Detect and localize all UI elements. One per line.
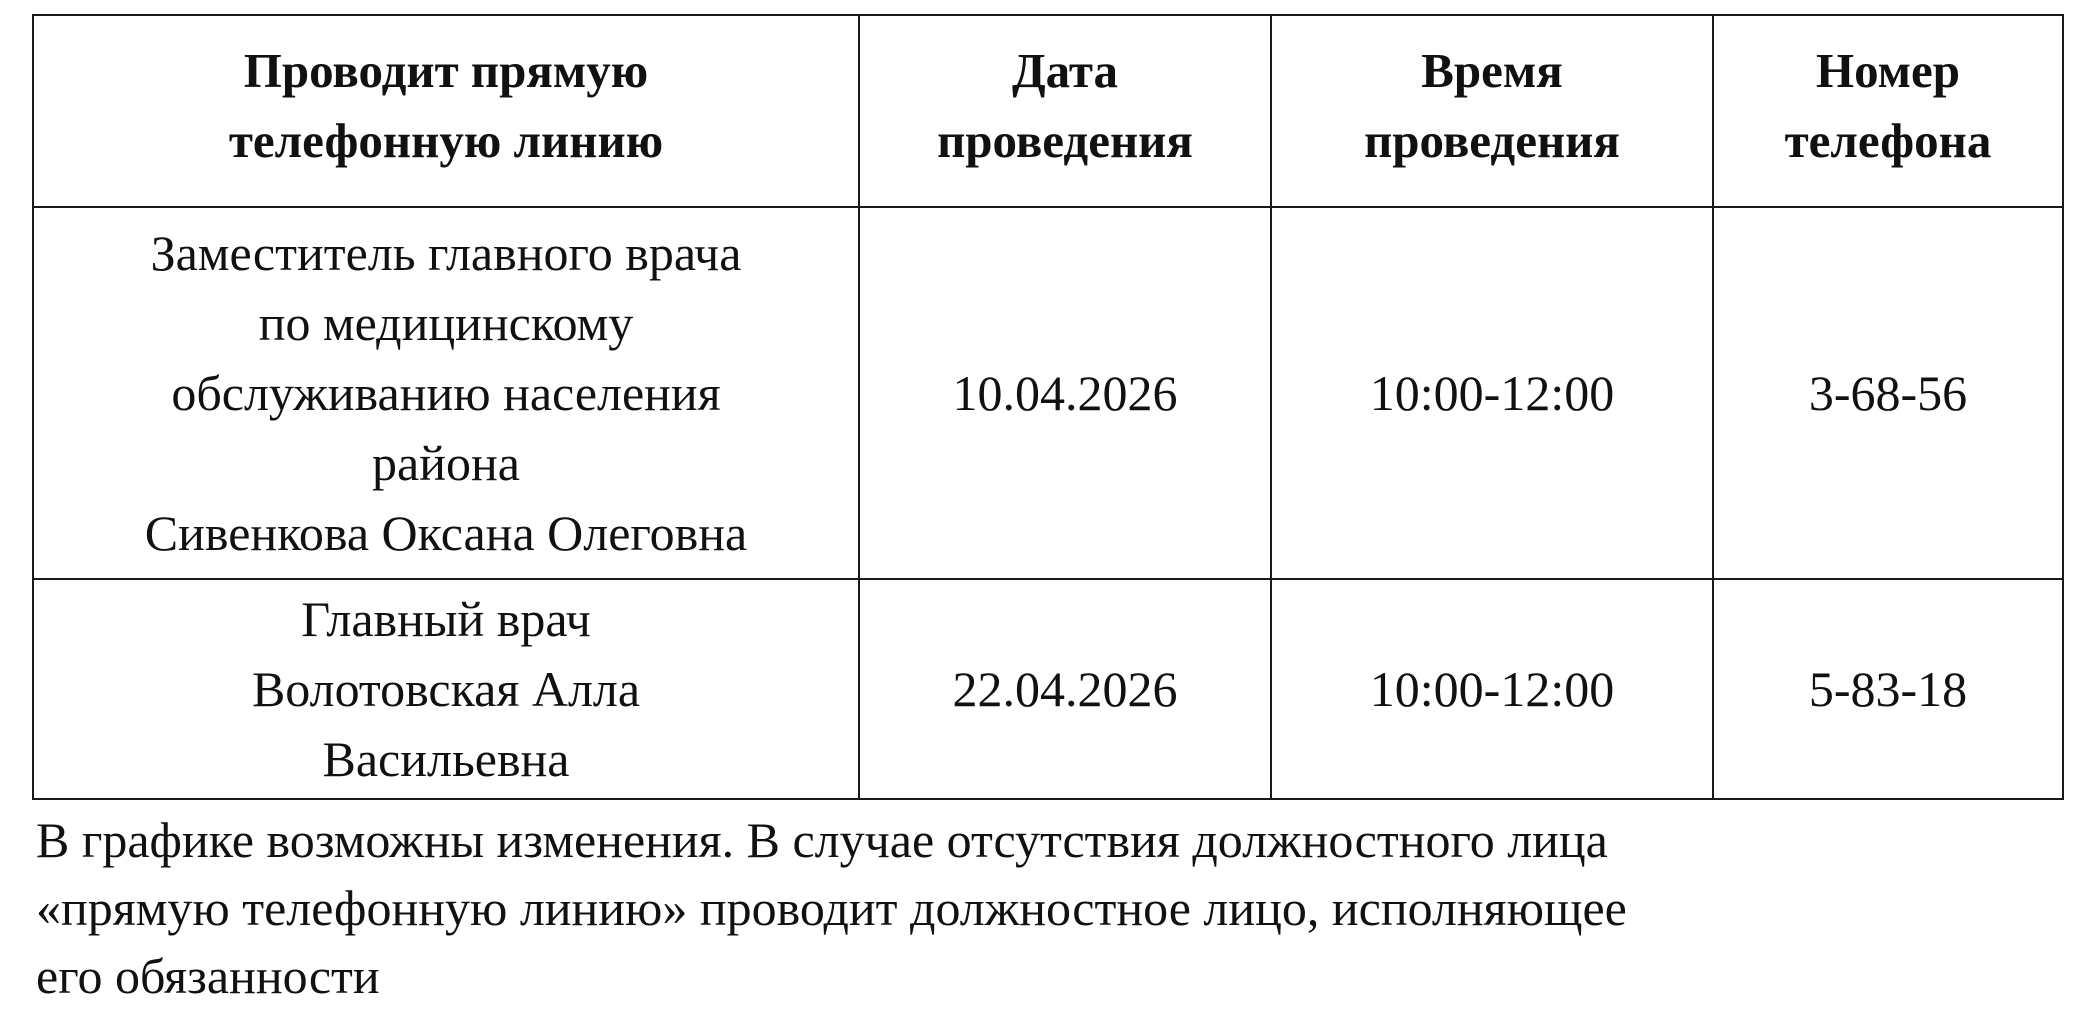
schedule-note bbox=[32, 806, 2066, 1010]
note-line: «прямую телефонную линию» проводит должностное лицо, исполняющее bbox=[36, 880, 1627, 936]
time-cell: 10:00-12:00 bbox=[1271, 207, 1713, 579]
header-person bbox=[33, 15, 859, 207]
person-line: района bbox=[372, 435, 520, 491]
header-date bbox=[859, 15, 1271, 207]
person-cell bbox=[33, 579, 859, 799]
hotline-schedule-table bbox=[32, 14, 2064, 800]
date-cell: 10.04.2026 bbox=[859, 207, 1271, 579]
person-line: Заместитель главного врача bbox=[150, 225, 742, 281]
person-line: по медицинскому bbox=[258, 295, 634, 351]
table-row bbox=[33, 579, 2063, 799]
note-line: его обязанности bbox=[36, 948, 380, 1004]
header-person-line-1: Проводит прямую bbox=[243, 43, 649, 98]
header-time-line-1: Время bbox=[1421, 43, 1563, 98]
person-line: Главный врач bbox=[301, 591, 591, 647]
table-row bbox=[33, 207, 2063, 579]
header-time-line-2: проведения bbox=[1364, 113, 1620, 168]
header-phone-line-2: телефона bbox=[1784, 113, 1992, 168]
header-time bbox=[1271, 15, 1713, 207]
phone-cell: 5-83-18 bbox=[1713, 579, 2063, 799]
table-header-row bbox=[33, 15, 2063, 207]
note-line: В графике возможны изменения. В случае отсутствия должностного лица bbox=[36, 812, 1608, 868]
header-date-line-1: Дата bbox=[1011, 43, 1119, 98]
header-date-line-2: проведения bbox=[937, 113, 1193, 168]
phone-cell: 3-68-56 bbox=[1713, 207, 2063, 579]
person-line: Волотовская Алла bbox=[251, 661, 641, 717]
person-line: Васильевна bbox=[322, 731, 570, 787]
document-page bbox=[32, 14, 2062, 1010]
person-cell bbox=[33, 207, 859, 579]
time-cell: 10:00-12:00 bbox=[1271, 579, 1713, 799]
person-line: Сивенкова Оксана Олеговна bbox=[144, 505, 748, 561]
date-cell: 22.04.2026 bbox=[859, 579, 1271, 799]
person-line: обслуживанию населения bbox=[171, 365, 721, 421]
header-person-line-2: телефонную линию bbox=[228, 113, 664, 168]
header-phone-line-1: Номер bbox=[1815, 43, 1961, 98]
header-phone bbox=[1713, 15, 2063, 207]
